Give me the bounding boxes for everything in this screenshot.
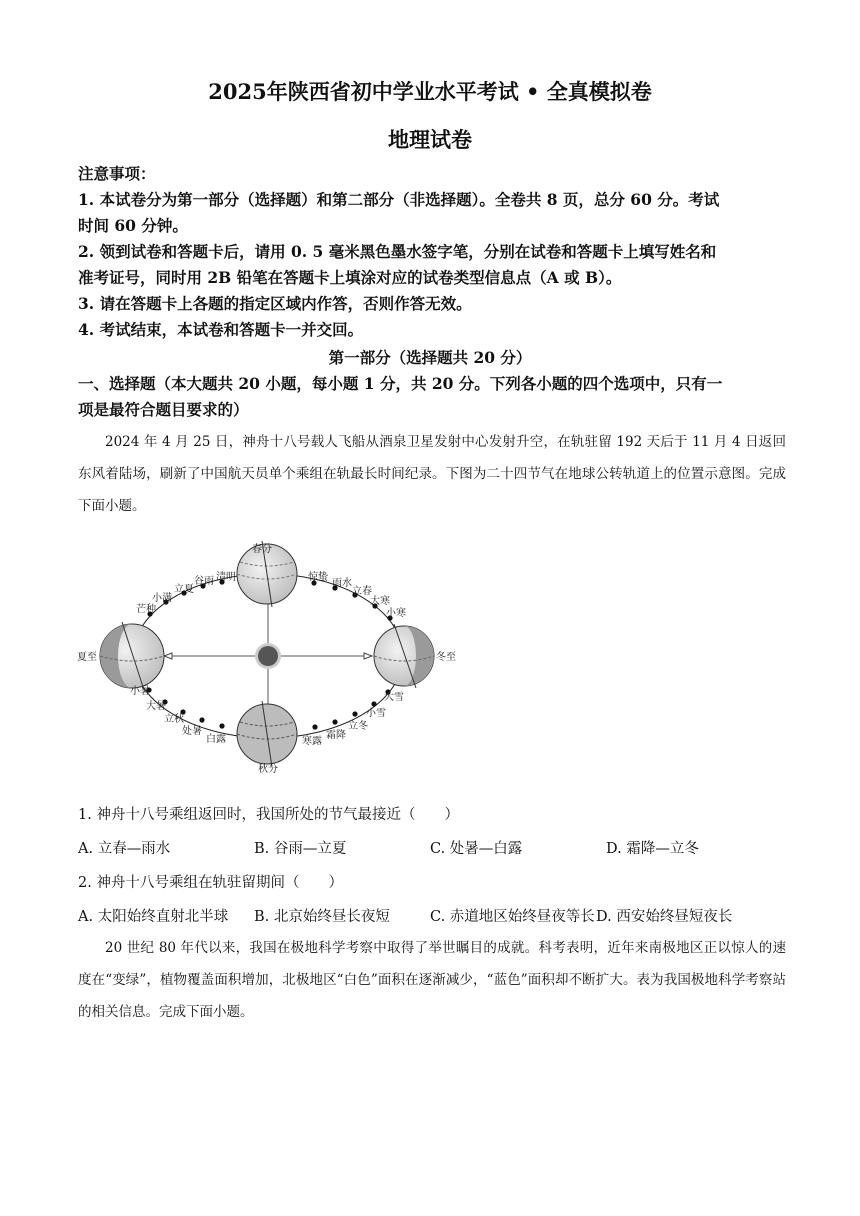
- notice-item-1a: 1. 本试卷分为第一部分（选择题）和第二部分（非选择题）。全卷共 8 页，总分 60 分。考试: [78, 190, 720, 209]
- label-liqiu: 立秋: [164, 714, 184, 725]
- globe-winter-solstice-icon: [374, 624, 434, 688]
- label-hanlu: 寒露: [302, 736, 322, 747]
- label-guyu: 谷雨: [194, 576, 214, 587]
- label-xiaoshu: 小暑: [130, 686, 150, 697]
- label-lixia: 立夏: [174, 584, 194, 595]
- label-yushui: 雨水: [332, 578, 352, 589]
- part1-heading: 第一部分（选择题共 20 分）: [328, 348, 532, 367]
- section-heading-b: 项是最符合题目要求的）: [78, 400, 249, 419]
- notice-heading: 注意事项：: [78, 164, 156, 183]
- notice-item-2a: 2. 领到试卷和答题卡后，请用 0. 5 毫米黑色墨水签字笔，分别在试卷和答题卡上填写姓名和: [78, 242, 717, 261]
- label-dahan: 大寒: [370, 596, 390, 607]
- label-xiaohan: 小寒: [386, 608, 406, 619]
- solar-terms-orbit-diagram: [72, 538, 472, 783]
- q1-option-a[interactable]: A. 立春—雨水: [78, 841, 171, 857]
- label-chushu: 处暑: [182, 726, 202, 737]
- label-lidong: 立冬: [348, 721, 368, 732]
- q2-option-b[interactable]: B. 北京始终昼长夜短: [254, 909, 390, 925]
- question-2-stem: 2. 神舟十八号乘组在轨驻留期间（ ）: [78, 875, 343, 891]
- q2-option-a[interactable]: A. 太阳始终直射北半球: [78, 909, 229, 925]
- label-xiaoxue: 小雪: [366, 708, 386, 719]
- passage-1: 2024 年 4 月 25 日，神舟十八号载人飞船从酒泉卫星发射中心发射升空，在轨驻留 192 天后于 11 月 4 日返回东风着陆场，刷新了中国航天员单个乘组在轨最长时间纪录。下图为二十四节气在地球公转轨道上的位置示意图。完成下面小题。: [78, 434, 786, 514]
- label-shuangjiang: 霜降: [326, 730, 346, 741]
- question-1-stem: 1. 神舟十八号乘组返回时，我国所处的节气最接近（ ）: [78, 807, 459, 823]
- globe-autumn-equinox-icon: [237, 701, 297, 767]
- exam-subtitle: 地理试卷: [388, 127, 472, 152]
- q1-option-c[interactable]: C. 处暑—白露: [430, 841, 523, 857]
- notice-item-3: 3. 请在答题卡上各题的指定区域内作答，否则作答无效。: [78, 294, 472, 313]
- notice-item-1b: 时间 60 分钟。: [78, 216, 188, 235]
- notice-item-2b: 准考证号，同时用 2B 铅笔在答题卡上填涂对应的试卷类型信息点（A 或 B）。: [78, 268, 622, 287]
- exam-title: 2025年陕西省初中学业水平考试 • 全真模拟卷: [208, 79, 652, 104]
- q1-option-b[interactable]: B. 谷雨—立夏: [254, 841, 347, 857]
- label-xiazhi: 夏至: [77, 652, 97, 663]
- notice-item-4: 4. 考试结束，本试卷和答题卡一并交回。: [78, 320, 364, 339]
- label-daxue: 大雪: [384, 692, 404, 703]
- label-xiaoman: 小满: [152, 593, 172, 604]
- label-lichun: 立春: [352, 586, 372, 597]
- q2-option-d[interactable]: D. 西安始终昼短夜长: [596, 909, 733, 925]
- sun-icon: [255, 643, 281, 669]
- section-heading-a: 一、选择题（本大题共 20 小题，每小题 1 分，共 20 分。下列各小题的四个选项中，只有一: [78, 374, 723, 393]
- label-dongzhi: 冬至: [436, 652, 456, 663]
- label-jingzhe: 惊蛰: [308, 572, 328, 583]
- label-bailu: 白露: [206, 734, 226, 745]
- passage-2: 20 世纪 80 年代以来，我国在极地科学考察中取得了举世瞩目的成就。科考表明，近年来南极地区正以惊人的速度在“变绿”，植物覆盖面积增加，北极地区“白色”面积在逐渐减少，“蓝色”面积却不断扩大。表为我国极地科学考察站的相关信息。完成下面小题。: [78, 940, 786, 1020]
- label-qingming: 清明: [216, 572, 236, 583]
- label-mangzhong: 芒种: [136, 604, 156, 615]
- label-dashu: 大暑: [146, 701, 166, 712]
- q1-option-d[interactable]: D. 霜降—立冬: [606, 841, 699, 857]
- q2-option-c[interactable]: C. 赤道地区始终昼夜等长: [430, 909, 595, 925]
- label-qiufen: 秋分: [258, 764, 278, 775]
- globe-summer-solstice-icon: [100, 622, 164, 690]
- label-chunfen: 春分: [252, 544, 272, 555]
